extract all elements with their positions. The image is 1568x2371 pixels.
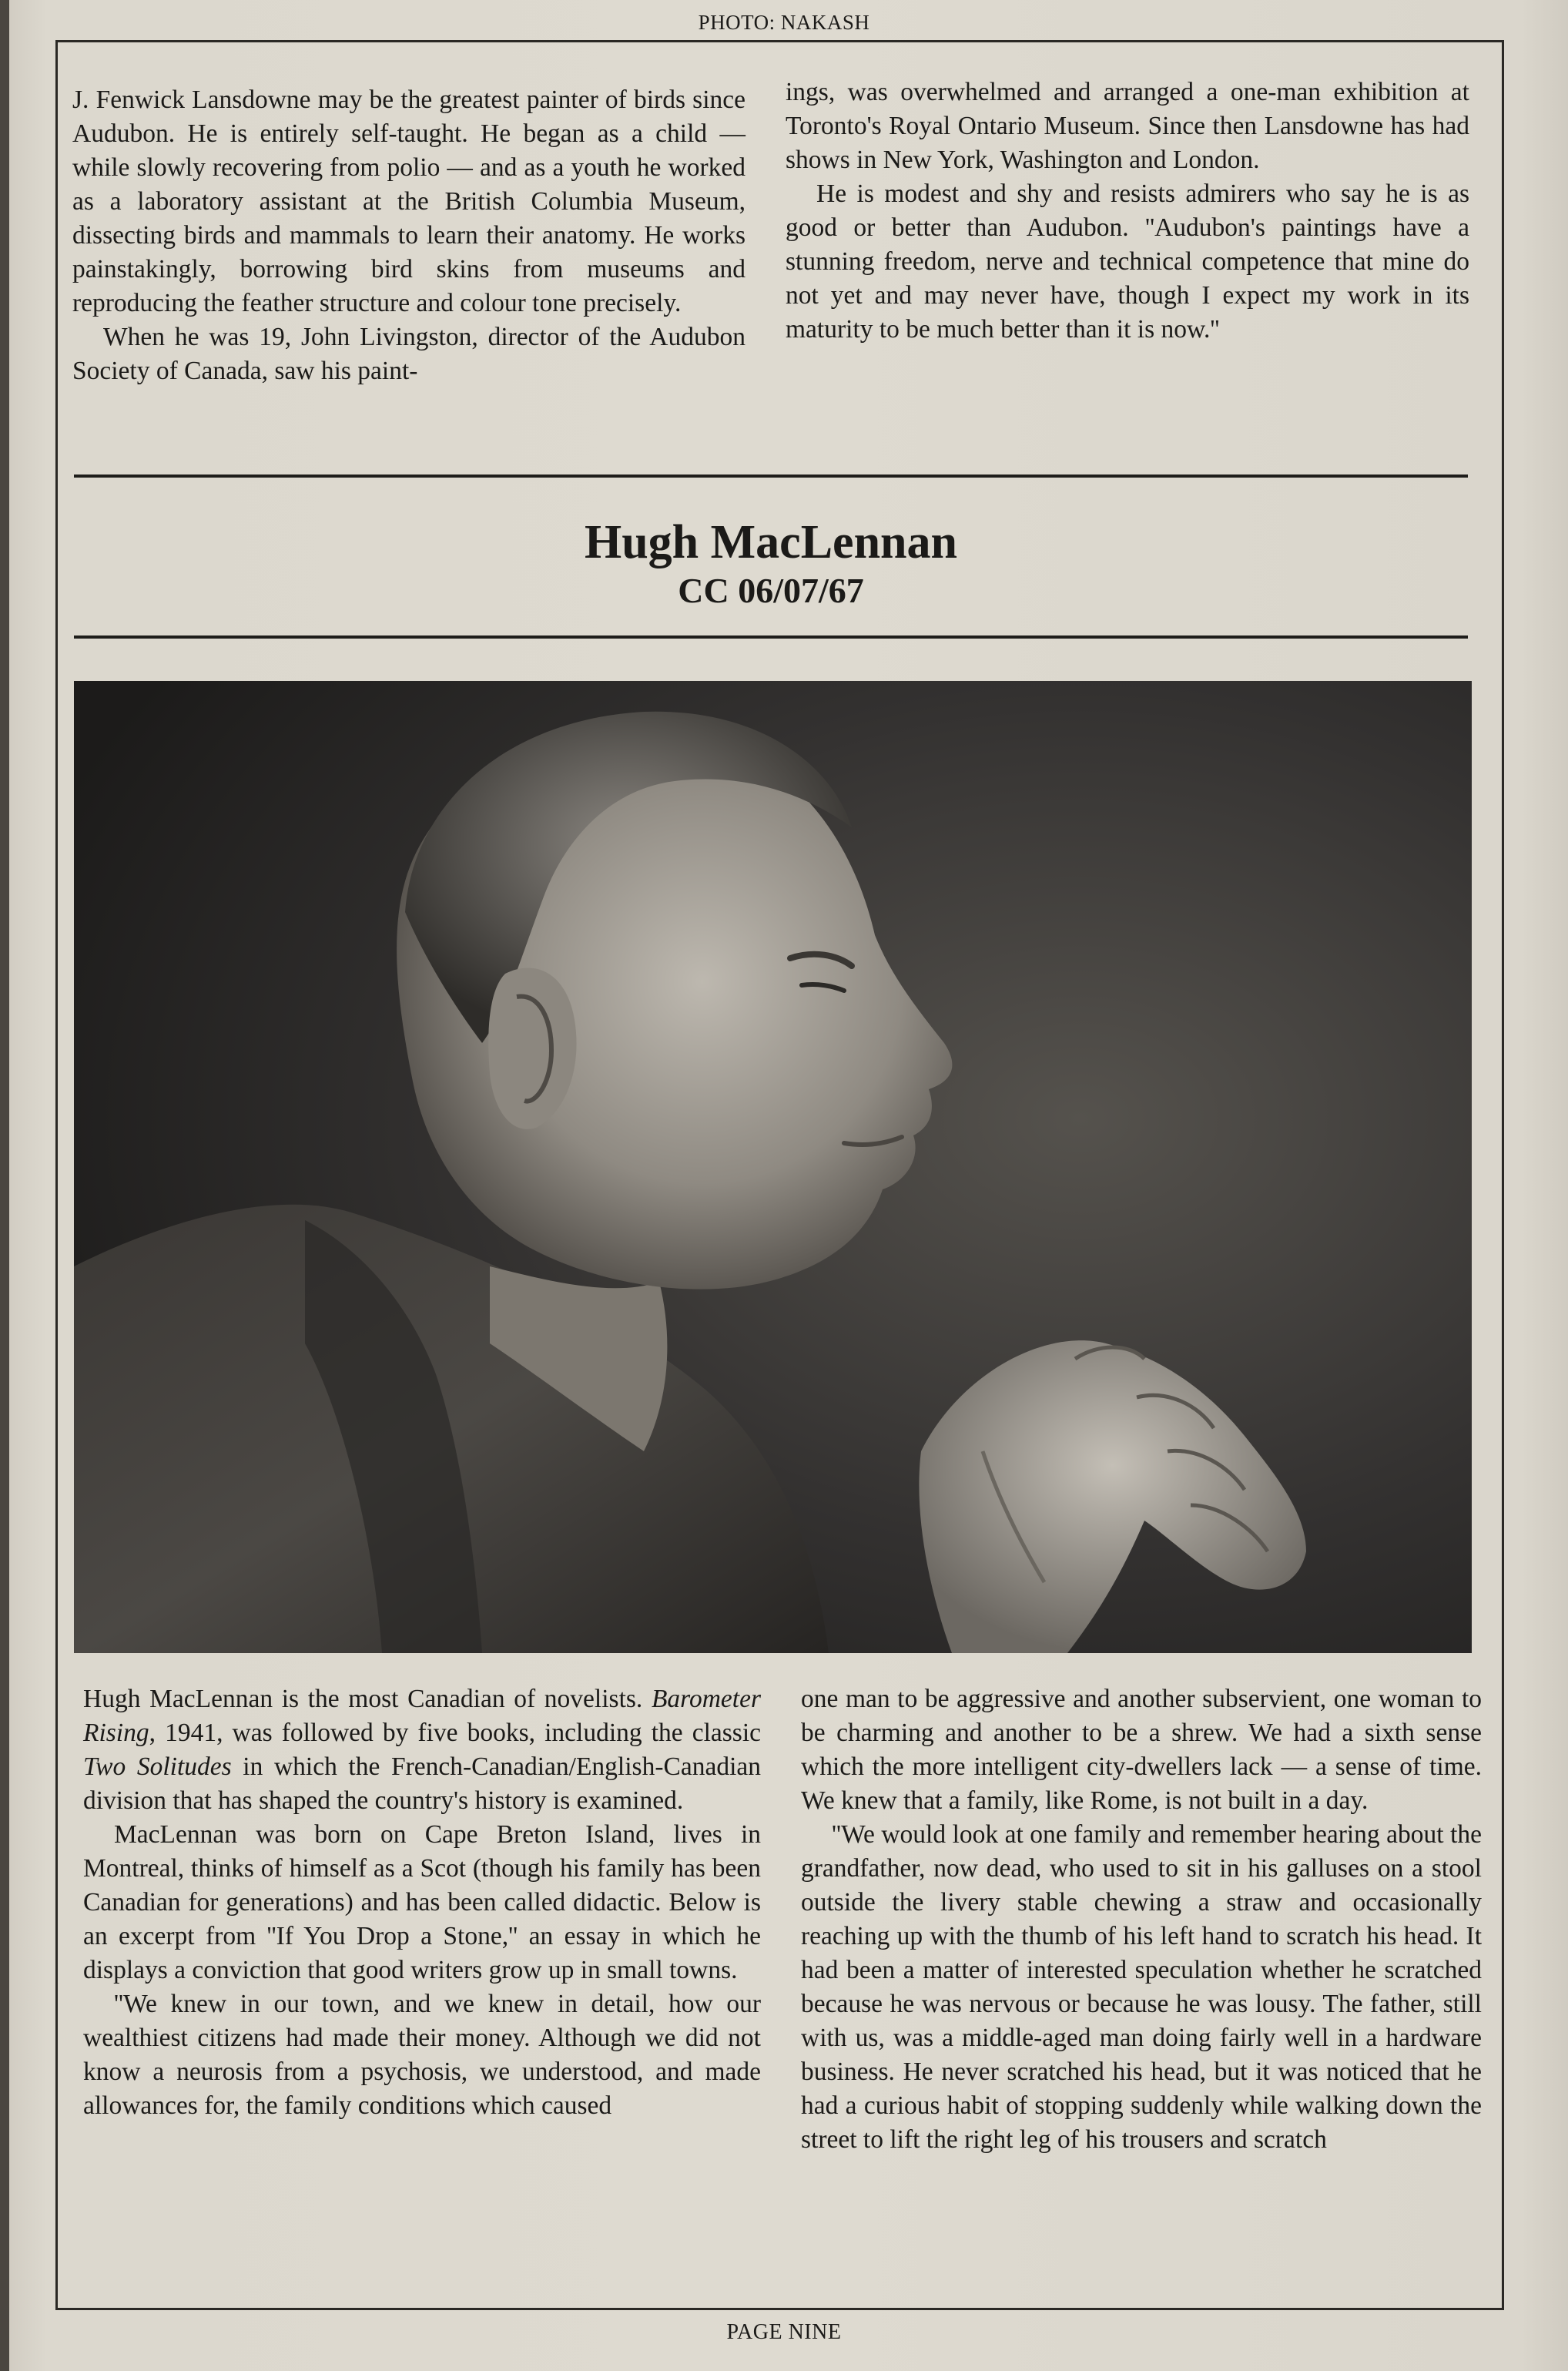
paragraph [83,1682,761,1818]
text-run: Hugh MacLennan is the most Canadian of novelists. [83,1685,652,1713]
portrait-illustration [74,681,1472,1653]
profile-heading [74,515,1468,612]
profile-name: Hugh MacLennan [584,516,958,568]
paragraph: ''We would look at one family and remember hearing about the grandfather, now dead, who used to sit in his galluses on a stool outside the livery stable chewing a straw and occasionally reaching up with the thumb of his left hand to scratch his head. It had been a matter of interested speculation whether he scratched because he was nervous or because he was lousy. The father, still with us, was a middle-aged man doing fairly well in a hardware business. He never scratched his head, but it was noticed that he had a curious habit of stopping suddenly while walking down the street to lift the right leg of his trousers and scratch [801,1820,1482,2154]
book-title: Barometer Rising [83,1685,761,1747]
paragraph: When he was 19, John Livingston, director of the Audubon Society of Canada, saw his paint- [72,323,745,385]
page-number: PAGE NINE [726,2320,842,2344]
paragraph: ings, was overwhelmed and arranged a one-man exhibition at Toronto's Royal Ontario Museum. Since then Lansdowne has had shows in New York, Washington and London. [786,78,1469,174]
paragraph: He is modest and shy and resists admirers who say he is as good or better than Audubon. ''Audubon's paintings have a stunning freedom, nerve and technical competence that mine do not yet and may never have, though I expect my work in its maturity to be much better than it is now.'' [786,179,1469,344]
book-title: Two Solitudes [83,1752,232,1781]
profile-date: CC 06/07/67 [678,571,864,610]
divider-rule [74,636,1468,639]
top-article-column-left [72,83,745,388]
portrait-photo [74,681,1472,1653]
divider-rule [74,475,1468,478]
text-run: in which the French-Canadian/English-Canadian division that has shaped the country's history is examined. [83,1752,761,1815]
paragraph: MacLennan was born on Cape Breton Island, lives in Montreal, thinks of himself as a Scot (though his family has been Canadian for generations) and has been called didactic. Below is an excerpt from ''If You Drop a Stone,'' an essay in which he displays a conviction that good writers grow up in small towns. [83,1820,761,1984]
paragraph: J. Fenwick Lansdowne may be the greatest painter of birds since Audubon. He is entirely self-taught. He began as a child — while slowly recovering from polio — and as a youth he worked as a laboratory assistant at the British Columbia Museum, dissecting birds and mammals to learn their anatomy. He works painstakingly, borrowing bird skins from museums and reproducing the feather structure and colour tone precisely. [72,86,745,317]
text-run: , 1941, was followed by five books, including the classic [149,1719,761,1747]
binding-spine [0,0,9,2371]
top-article-column-right [786,75,1469,347]
photo-credit: PHOTO: NAKASH [698,11,870,34]
paragraph: one man to be aggressive and another subservient, one woman to be charming and another to be a shrew. We had a sixth sense which the more intelligent city-dwellers lack — a sense of time. We knew that a family, like Rome, is not built in a day. [801,1685,1482,1815]
profile-article-column-right [801,1682,1482,2157]
profile-article-column-left [83,1682,761,2123]
paragraph: ''We knew in our town, and we knew in detail, how our wealthiest citizens had made their money. Although we did not know a neurosis from a psychosis, we understood, and made allowances for, the family conditions which caused [83,1990,761,2120]
